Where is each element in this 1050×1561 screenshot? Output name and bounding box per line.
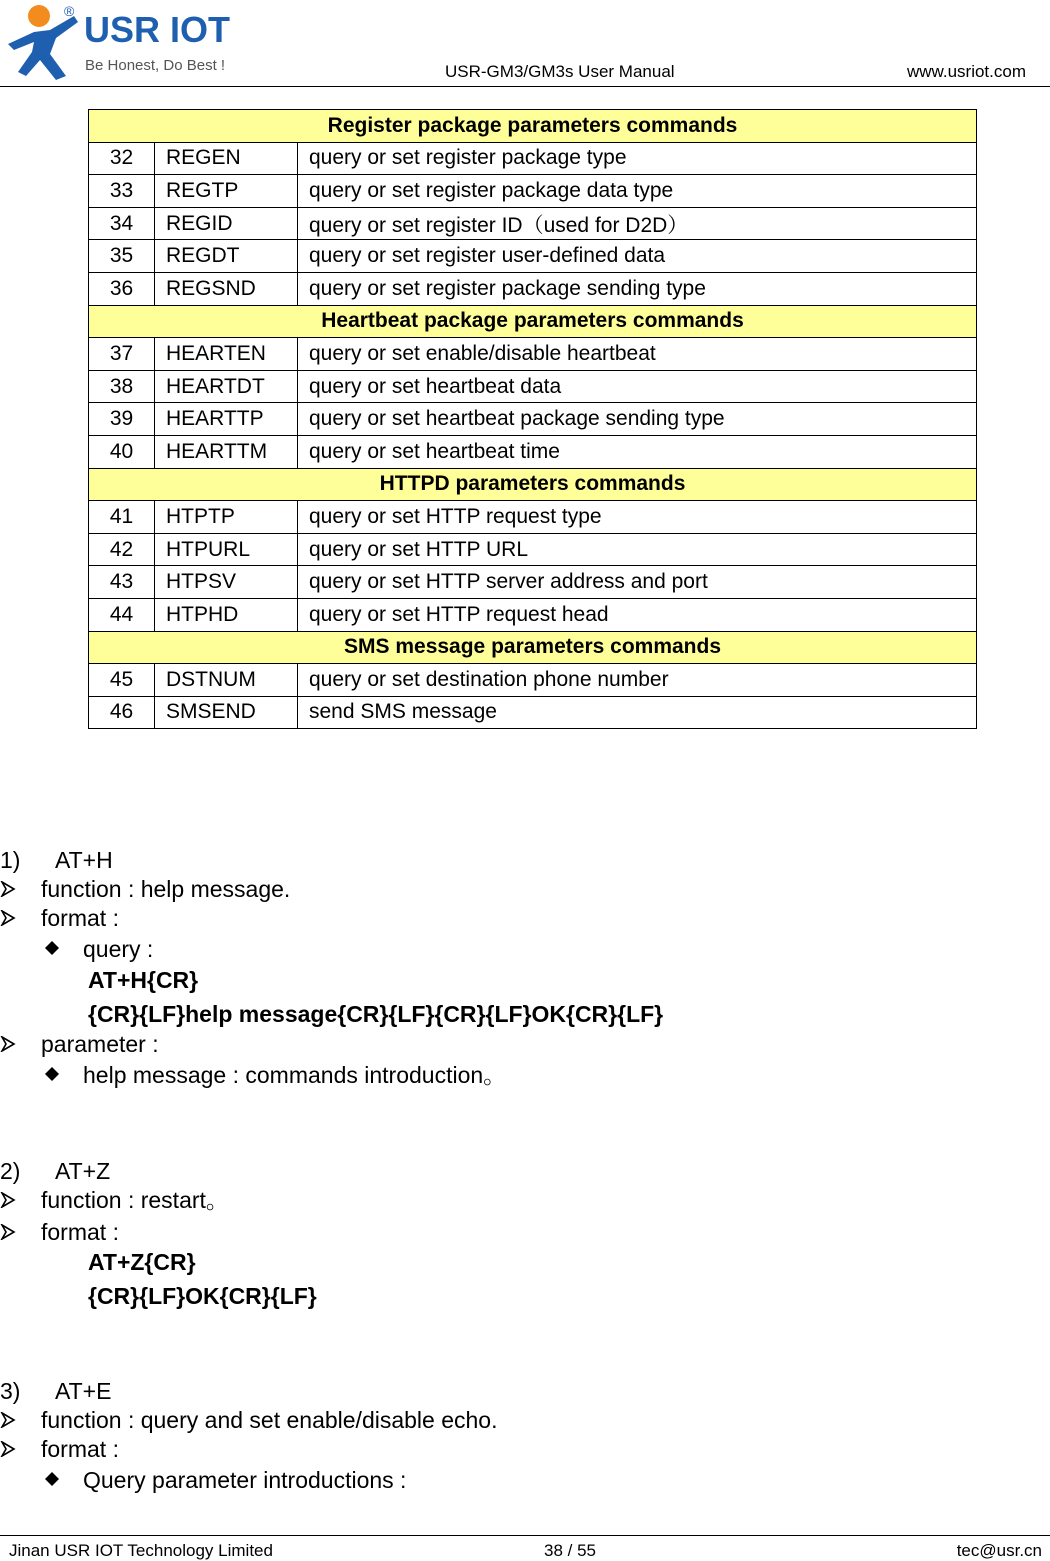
table-section-header [89, 305, 977, 338]
s1-number: 1) [0, 847, 21, 873]
command-number: 33 [89, 175, 155, 208]
command-description: query or set register package sending type [298, 272, 977, 305]
s1-param-item: help message : commands introduction。 [83, 1062, 507, 1088]
table-row [89, 533, 977, 566]
s3-format: format : [41, 1436, 119, 1462]
commands-table [88, 109, 977, 729]
section-title: Heartbeat package parameters commands [89, 305, 977, 338]
table-row [89, 370, 977, 403]
command-name: HEARTTP [155, 403, 298, 436]
command-description: query or set HTTP server address and port [298, 566, 977, 599]
usr-iot-logo-icon [4, 2, 244, 82]
s3-function: function : query and set enable/disable echo. [41, 1407, 498, 1433]
footer-page-number: 38 / 55 [544, 1541, 596, 1560]
command-name: HTPURL [155, 533, 298, 566]
command-description: query or set heartbeat data [298, 370, 977, 403]
command-number: 32 [89, 142, 155, 175]
section-title: Register package parameters commands [89, 110, 977, 143]
arrow-bullet-icon [0, 881, 16, 897]
command-name: REGSND [155, 272, 298, 305]
command-number: 39 [89, 403, 155, 436]
command-description: query or set register package type [298, 142, 977, 175]
diamond-bullet-icon [45, 1472, 59, 1486]
s2-code-command: AT+Z{CR} [88, 1249, 196, 1275]
command-description: query or set destination phone number [298, 664, 977, 697]
table-section-header [89, 631, 977, 664]
command-number: 42 [89, 533, 155, 566]
table-row [89, 566, 977, 599]
command-description: query or set register user-defined data [298, 240, 977, 273]
command-name: HEARTDT [155, 370, 298, 403]
command-description: query or set heartbeat package sending type [298, 403, 977, 436]
arrow-bullet-icon [0, 1441, 16, 1457]
s2-title: AT+Z [55, 1158, 111, 1184]
command-description: send SMS message [298, 696, 977, 729]
logo-slogan: Be Honest, Do Best ! [85, 57, 226, 74]
s3-title: AT+E [55, 1378, 112, 1404]
command-name: REGDT [155, 240, 298, 273]
table-row [89, 403, 977, 436]
section-title: HTTPD parameters commands [89, 468, 977, 501]
table-row [89, 435, 977, 468]
command-name: REGTP [155, 175, 298, 208]
s3-number: 3) [0, 1378, 21, 1404]
command-number: 45 [89, 664, 155, 697]
table-row [89, 240, 977, 273]
footer-company: Jinan USR IOT Technology Limited [9, 1541, 273, 1560]
s1-parameter: parameter : [41, 1031, 159, 1057]
footer-divider [0, 1535, 1050, 1536]
table-row [89, 664, 977, 697]
s2-format: format : [41, 1219, 119, 1245]
command-name: HTPSV [155, 566, 298, 599]
arrow-bullet-icon [0, 1224, 16, 1240]
command-name: REGEN [155, 142, 298, 175]
arrow-bullet-icon [0, 1036, 16, 1052]
command-number: 43 [89, 566, 155, 599]
command-name: HTPHD [155, 598, 298, 631]
command-description: query or set heartbeat time [298, 435, 977, 468]
command-name: HEARTEN [155, 338, 298, 371]
command-number: 40 [89, 435, 155, 468]
footer-email[interactable]: tec@usr.cn [956, 1541, 1042, 1560]
command-number: 46 [89, 696, 155, 729]
command-number: 35 [89, 240, 155, 273]
s2-function: function : restart。 [41, 1187, 229, 1213]
command-number: 44 [89, 598, 155, 631]
logo-brand-text: USR IOT [84, 9, 231, 50]
command-description: query or set register package data type [298, 175, 977, 208]
command-number: 37 [89, 338, 155, 371]
command-description: query or set HTTP request type [298, 501, 977, 534]
command-description: query or set enable/disable heartbeat [298, 338, 977, 371]
command-name: HEARTTM [155, 435, 298, 468]
command-description: query or set register ID（used for D2D） [298, 207, 977, 240]
arrow-bullet-icon [0, 1192, 16, 1208]
table-row [89, 696, 977, 729]
command-number: 36 [89, 272, 155, 305]
s1-code-command: AT+H{CR} [88, 967, 199, 993]
table-row [89, 175, 977, 208]
s1-code-response: {CR}{LF}help message{CR}{LF}{CR}{LF}OK{CR}{LF} [88, 1001, 664, 1027]
command-description: query or set HTTP request head [298, 598, 977, 631]
table-row [89, 598, 977, 631]
s3-query-intro: Query parameter introductions : [83, 1467, 407, 1493]
arrow-bullet-icon [0, 910, 16, 926]
table-row [89, 207, 977, 240]
command-name: REGID [155, 207, 298, 240]
table-section-header [89, 468, 977, 501]
command-number: 34 [89, 207, 155, 240]
website-link[interactable]: www.usriot.com [906, 62, 1026, 81]
command-name: HTPTP [155, 501, 298, 534]
command-description: query or set HTTP URL [298, 533, 977, 566]
header-divider [0, 86, 1050, 87]
diamond-bullet-icon [45, 1067, 59, 1081]
s2-number: 2) [0, 1158, 21, 1184]
command-name: SMSEND [155, 696, 298, 729]
diamond-bullet-icon [45, 941, 59, 955]
table-row [89, 501, 977, 534]
s2-code-response: {CR}{LF}OK{CR}{LF} [88, 1283, 317, 1309]
command-number: 38 [89, 370, 155, 403]
s1-query: query : [83, 936, 154, 962]
table-row [89, 338, 977, 371]
arrow-bullet-icon [0, 1412, 16, 1428]
table-section-header [89, 110, 977, 143]
company-logo [4, 2, 244, 82]
table-row [89, 142, 977, 175]
section-title: SMS message parameters commands [89, 631, 977, 664]
s1-title: AT+H [55, 847, 113, 873]
s1-format: format : [41, 905, 119, 931]
s1-function: function : help message. [41, 876, 291, 902]
logo-reg-mark: ® [64, 3, 75, 19]
table-row [89, 272, 977, 305]
command-name: DSTNUM [155, 664, 298, 697]
manual-title: USR-GM3/GM3s User Manual [445, 62, 675, 81]
command-number: 41 [89, 501, 155, 534]
